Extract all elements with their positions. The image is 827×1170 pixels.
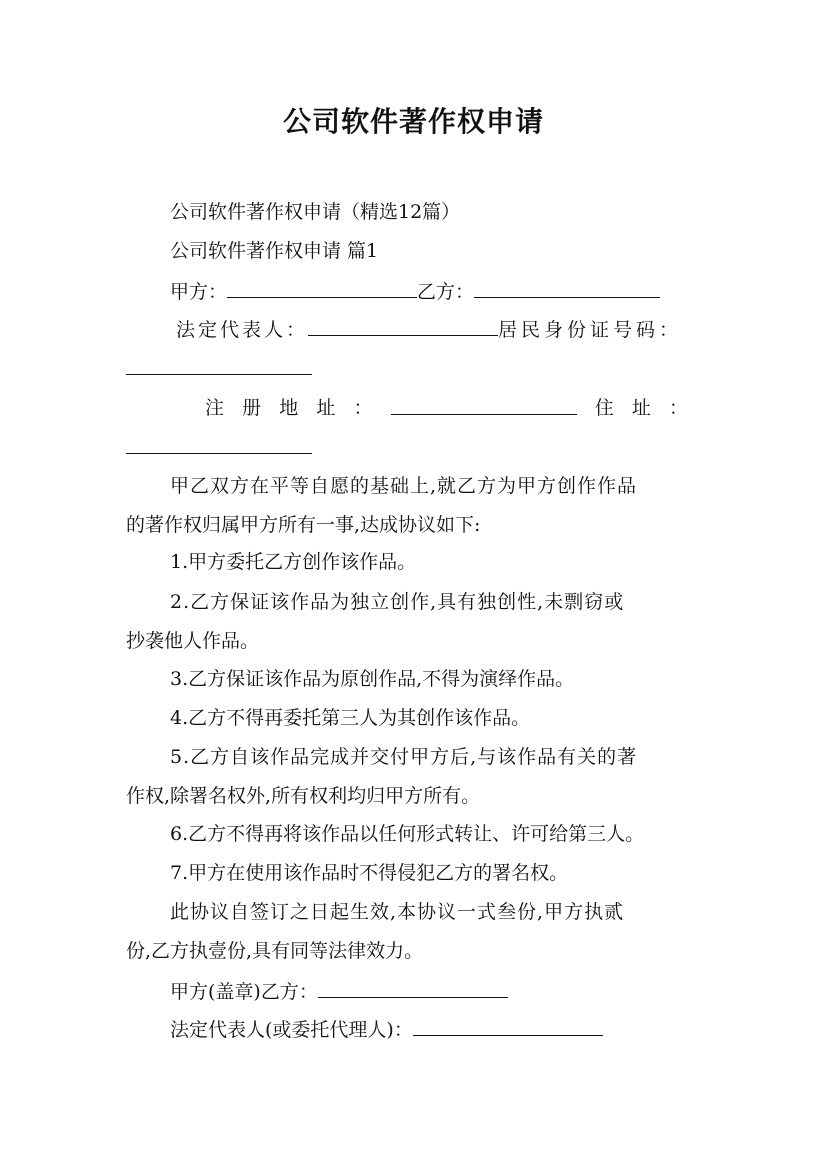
party-b-blank <box>474 279 660 298</box>
clause-7: 7.甲方在使用该作品时不得侵犯乙方的署名权。 <box>170 862 569 884</box>
clause-5-line: 作权,除署名权外,所有权利均归甲方所有。 <box>126 785 481 807</box>
intro-paragraph-line: 甲乙双方在平等自愿的基础上,就乙方为甲方创作作品 <box>170 475 638 497</box>
party-a-label: 甲方： <box>170 281 228 303</box>
legal-rep-label: 法定代表人： <box>176 319 309 341</box>
legal-rep-line <box>176 317 682 342</box>
parties-line <box>170 279 660 304</box>
id-number-blank <box>126 356 312 375</box>
section-heading: 公司软件著作权申请 篇1 <box>170 240 379 262</box>
document-title: 公司软件著作权申请 <box>282 105 544 138</box>
address-line <box>205 396 688 420</box>
clause-6: 6.乙方不得再将该作品以任何形式转让、许可给第三人。 <box>170 823 645 845</box>
clause-2-line: 抄袭他人作品。 <box>126 630 260 652</box>
party-b-label: 乙方： <box>417 281 475 303</box>
agent-line <box>170 1017 603 1042</box>
legal-rep-blank <box>308 317 498 336</box>
id-number-line <box>126 356 312 381</box>
agent-label: 法定代表人(或委托代理人)： <box>170 1019 413 1041</box>
clause-1: 1.甲方委托乙方创作该作品。 <box>170 551 417 573</box>
clause-5-line: 5.乙方自该作品完成并交付甲方后,与该作品有关的著 <box>170 746 638 768</box>
seal-label: 甲方(盖章)乙方： <box>170 981 318 1003</box>
reg-address-char: ： <box>353 397 373 419</box>
home-address-char: 住 <box>594 397 614 419</box>
reg-address-blank <box>391 396 577 415</box>
reg-address-char: 址 <box>316 397 336 419</box>
intro-paragraph-line: 的著作权归属甲方所有一事,达成协议如下: <box>126 514 481 536</box>
agent-blank <box>413 1017 603 1036</box>
id-number-label: 居民身份证号码： <box>498 319 683 341</box>
home-address-char: ： <box>668 397 688 419</box>
effect-paragraph-line: 此协议自签订之日起生效,本协议一式叁份,甲方执贰 <box>170 901 625 923</box>
seal-blank <box>318 979 508 998</box>
home-address-blank <box>126 435 312 454</box>
reg-address-char: 册 <box>242 397 262 419</box>
effect-paragraph-line: 份,乙方执壹份,具有同等法律效力。 <box>126 940 424 962</box>
clause-3: 3.乙方保证该作品为原创作品,不得为演绎作品。 <box>170 668 575 690</box>
subtitle: 公司软件著作权申请（精选12篇） <box>170 201 461 223</box>
party-a-blank <box>227 279 417 298</box>
clause-2-line: 2.乙方保证该作品为独立创作,具有独创性,未剽窃或 <box>170 591 625 613</box>
home-address-line <box>126 435 312 460</box>
home-address-char: 址 <box>631 397 651 419</box>
seal-line <box>170 979 508 1004</box>
reg-address-char: 注 <box>205 397 225 419</box>
clause-4: 4.乙方不得再委托第三人为其创作该作品。 <box>170 707 531 729</box>
reg-address-char: 地 <box>279 397 299 419</box>
